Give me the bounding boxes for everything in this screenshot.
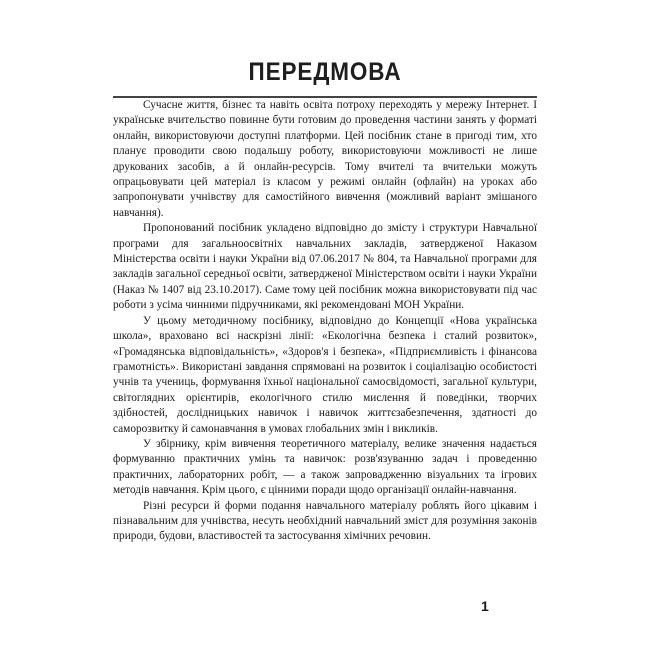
paragraph-5: Різні ресурси й форми подання навчального матеріалу роблять його цікавим і пізнавальним для учнівства, несуть необхідний навчальний зміст для розуміння законів природи, будови, властивостей та застосування хімічних речовин. [113, 499, 537, 543]
body-text [113, 98, 537, 545]
paragraph-1: Сучасне життя, бізнес та навіть освіта потроху переходять у мережу Інтернет. І українське вчительство повинне бути готовим до проведення частини занять у форматі онлайн, використовуючи доступні платформи. Цей посібник стане в пригоді тим, хто планує проводити свою подальшу роботу, використовуючи можливості не лише друкованих засобів, а й онлайн-ресурсів. Тому вчителі та вчительки можуть опрацьовувати цей матеріал із класом у режимі онлайн (офлайн) на уроках або запропонувати учнівству для самостійного вивчення (можливий варіант змішаного навчання). [113, 99, 537, 219]
paragraph-2: Пропонований посібник укладено відповідно до змісту і структури Навчальної програми для загальноосвітніх навчальних закладів, затвердженої Наказом Міністерства освіти і науки України від 07.06.2017 № 804, та Навчальної програми для закладів загальної середньої освіти, затвердженої Міністерством освіти і науки України (Наказ № 1407 від 23.10.2017). Саме тому цей посібник можна використовувати під час роботи з усіма чинними підручниками, які рекомендовані МОН України. [113, 222, 537, 312]
paragraph-3: У цьому методичному посібнику, відповідно до Концепції «Нова українська школа», враховано всі наскрізні лінії: «Екологічна безпека і сталий розвиток», «Громадянська відповідальність», «Здоров'я і безпека», «Підприємливість і фінансова грамотність». Використані завдання спрямовані на розвиток і соціалізацію особистості учнів та учениць, формування їхньої національної самосвідомості, загальної культури, світоглядних орієнтирів, екологічного стилю мислення й поведінки, творчих здібностей, дослідницьких навичок і навичок життєзабезпечення, здатності до саморозвитку й самонавчання в умовах глобальних змін і викликів. [113, 314, 537, 435]
page-number: 1 [481, 598, 489, 614]
page-title: ПЕРЕДМОВА [248, 58, 402, 86]
paragraph-4: У збірнику, крім вивчення теоретичного матеріалу, велике значення надається формуванню практичних умінь та навичок: розв'язуванню задач і проведенню практичних, лабораторних робіт, — а також запровадженню візуальних та ігрових методів навчання. Крім цього, є цінними поради щодо організації онлайн-навчання. [113, 437, 537, 497]
